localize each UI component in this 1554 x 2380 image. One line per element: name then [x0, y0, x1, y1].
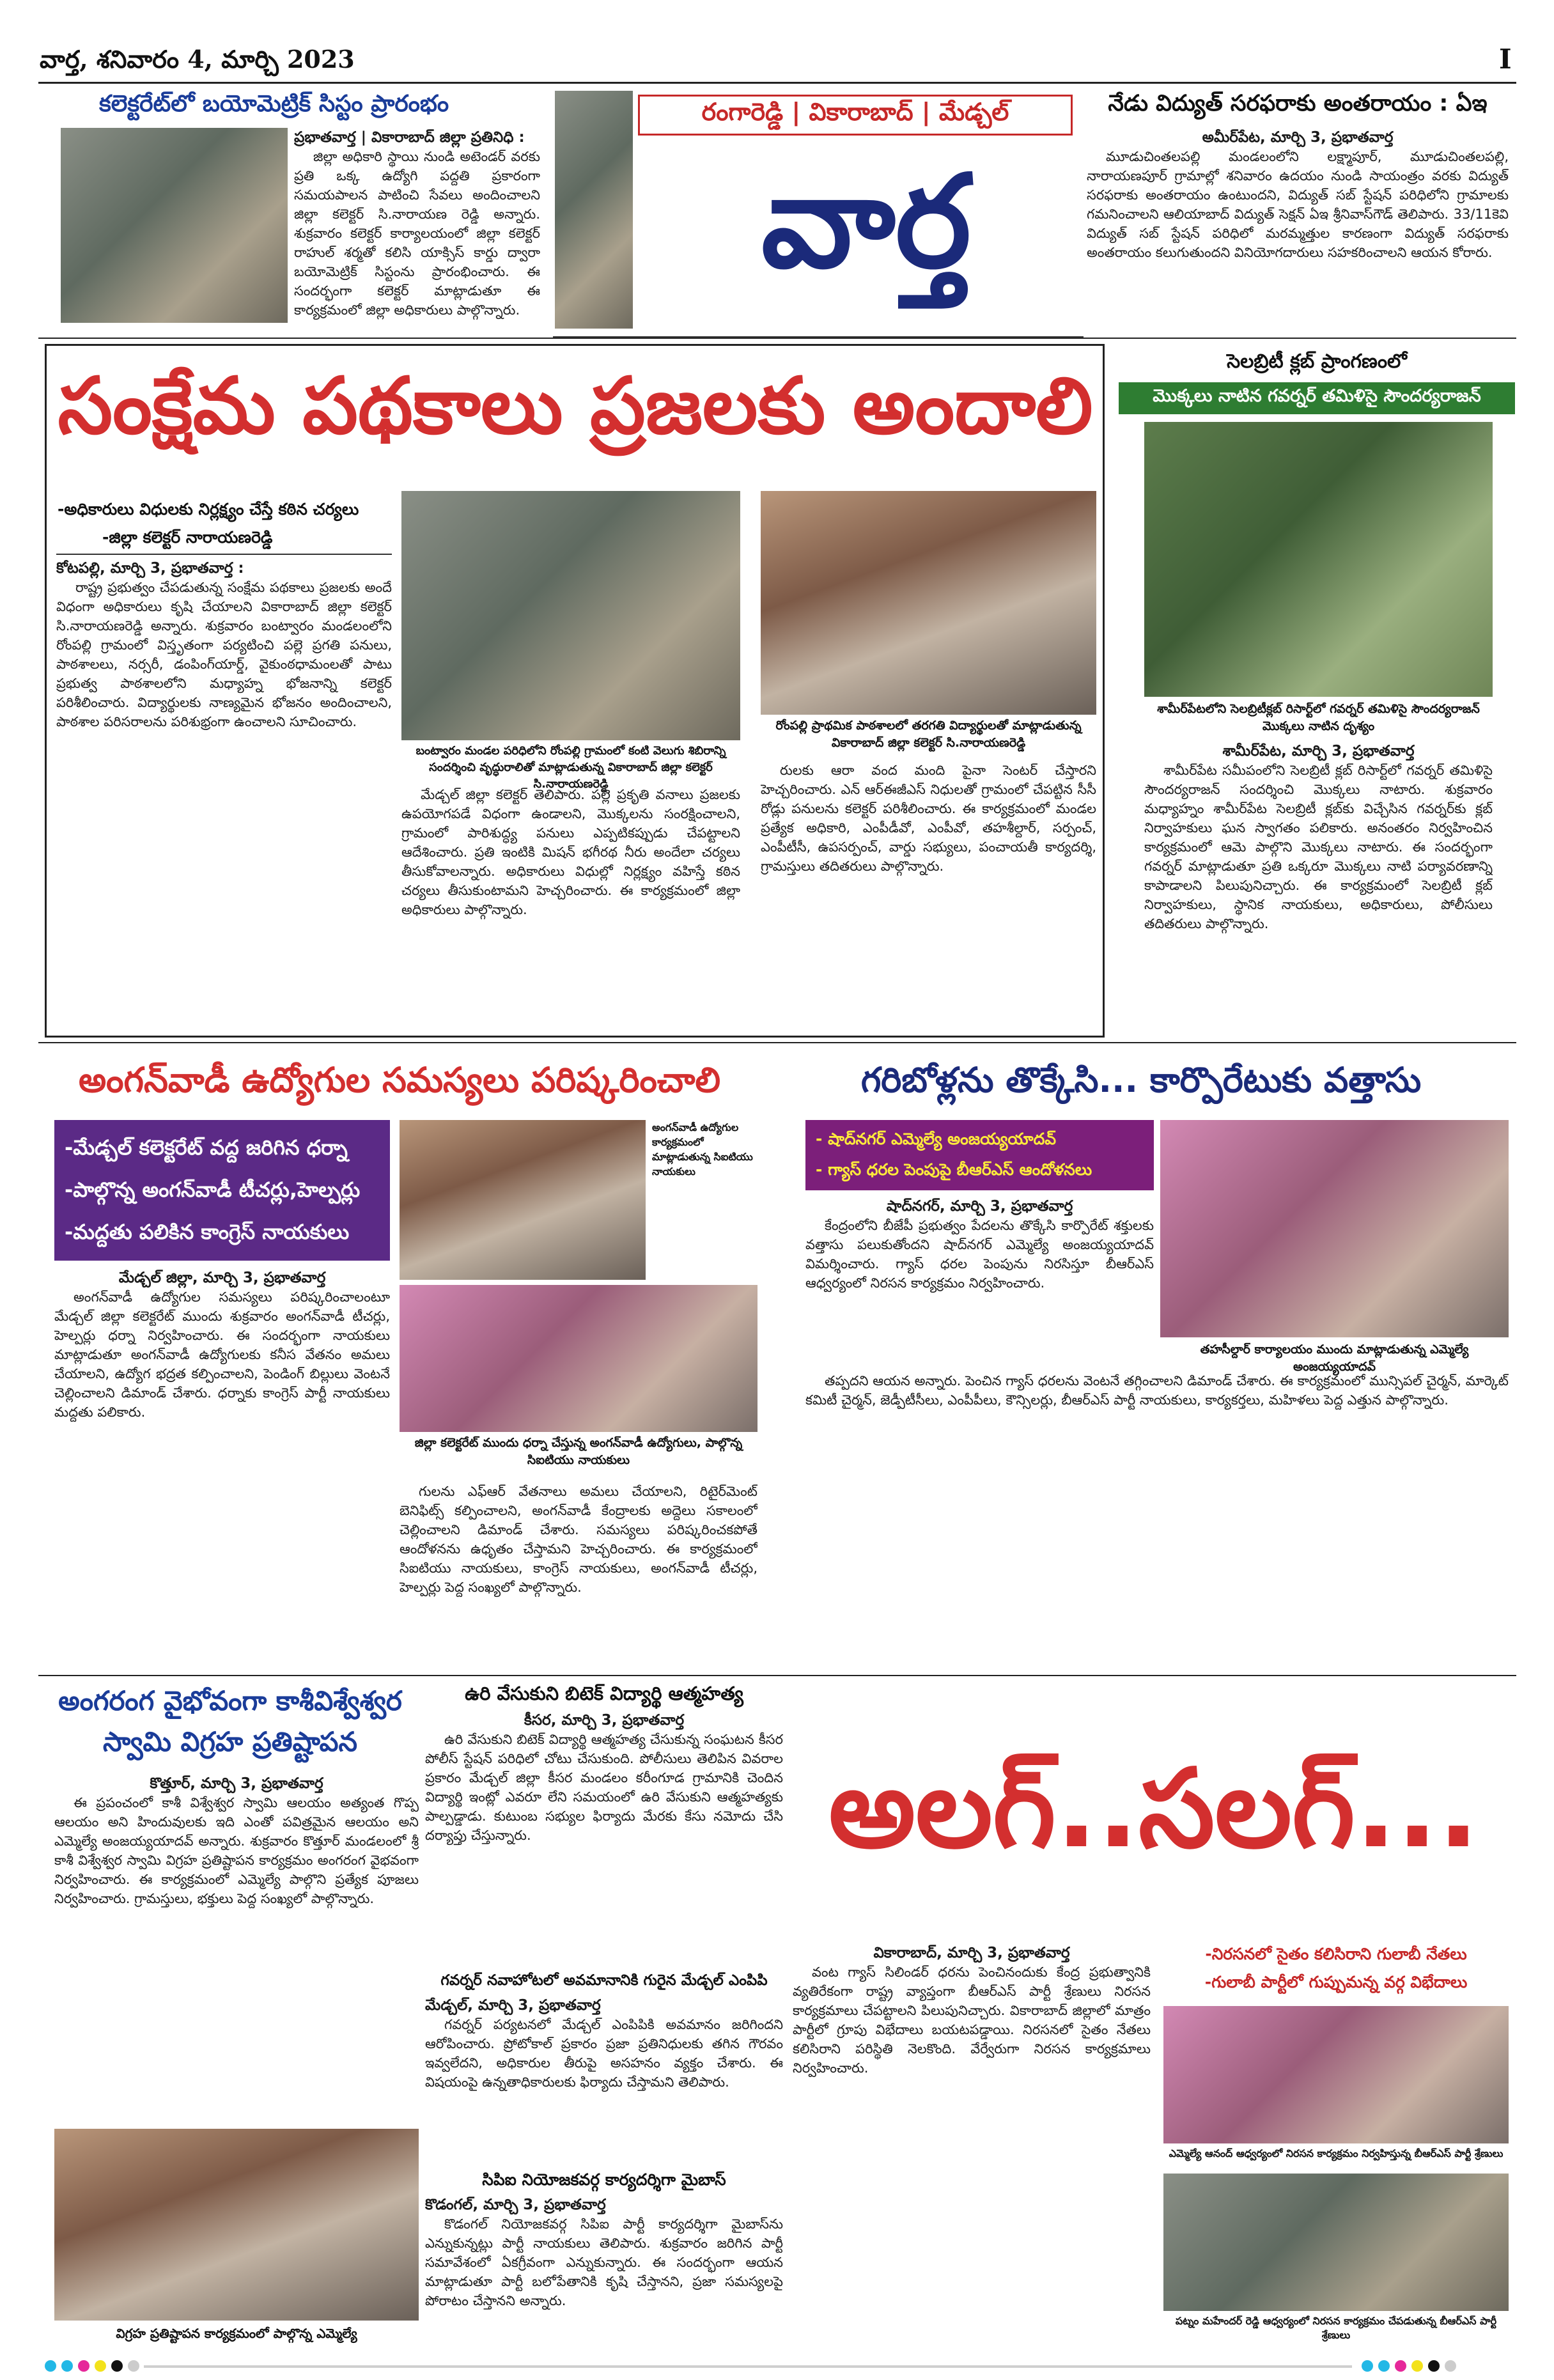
- welfare-text-3: రులకు ఆరా వంద మంది పైనా సెంటర్ చేస్తారని హెచ్చరించారు. ఎన్ ఆర్ఈజీఎస్ నిధులతో గ్రామంలో చేపట్టిన సీసీ రోడ్లు పనులను కలెక్టర్ పరిశీలించారు. ఈ కార్యక్రమంలో మండల ప్రత్యేక అధికారి, ఎంపీడీవో, ఎంపీవో, తహశీల్దార్, సర్పంచ్, ఎంపీటీసీ, ఉపసర్పంచ్, వార్డు సభ్యులు, పంచాయతీ కార్యదర్శి, గ్రామస్తులు తదితరులు పాల్గొన్నారు.: [761, 763, 1096, 874]
- paper-date: వార్త, శనివారం 4, మార్చి 2023: [40, 45, 355, 74]
- cpi-headline: సిపిఐ నియోజకవర్గ కార్యదర్శిగా మైబాస్: [482, 2170, 726, 2189]
- governor-kicker: సెలబ్రిటీ క్లబ్ ప్రాంగణంలో: [1227, 350, 1407, 373]
- masthead-rule: [38, 82, 1516, 84]
- welfare-subhead-rule: [56, 554, 392, 555]
- anganwadi-photo-caption-2: అంగన్‌వాడీ ఉద్యోగుల కార్యక్రమంలో మాట్లాడుతున్న సిఐటియు నాయకులు: [652, 1121, 753, 1178]
- biometric-text: జిల్లా అధికారి స్థాయి నుండి అటెండర్ వరకు ప్రతి ఒక్క ఉద్యోగి పద్దతి ప్రకారంగా సమయపాలన పాటించి సేవలు అందించాలని జిల్లా కలెక్టర్ సి.నారాయణ రెడ్డి అన్నారు. శుక్రవారం కలెక్టర్ కార్యాలయంలో జిల్లా కలెక్టర్ రాహుల్ శర్మతో కలిసి యాక్సిస్ కార్డు ద్వారా బయోమెట్రిక్ సిస్టంను ప్రారంభించారు. ఈ సందర్భంగా కలెక్టర్ మాట్లాడుతూ ఈ కార్యక్రమంలో జిల్లా అధికారులు పాల్గొన్నారు.: [294, 149, 540, 318]
- brand-logo: వార్త: [761, 146, 972, 297]
- governor-photo: [1144, 422, 1493, 697]
- gas-bullet-box: [805, 1120, 1154, 1190]
- anganwadi-body-1: [54, 1268, 390, 1668]
- gas-bullet-1: - షాద్‌నగర్ ఎమ్మెల్యే అంజయ్యయాదవ్: [816, 1130, 1057, 1148]
- registration-dot: [78, 2360, 89, 2372]
- welfare-subhead-1: -అధికారులు విధులకు నిర్లక్ష్యం చేస్తే కఠిన చర్యలు: [58, 500, 359, 518]
- registration-dot: [1428, 2360, 1440, 2372]
- governor-speech-body: [425, 1996, 783, 2162]
- biometric-photo: [61, 128, 288, 323]
- anganwadi-headline: అంగన్‌వాడీ ఉద్యోగుల సమస్యలు పరిష్కరించాలి: [78, 1060, 721, 1100]
- anganwadi-dateline: మేడ్చల్ జిల్లా, మార్చి 3, ప్రభాతవార్త: [118, 1270, 326, 1286]
- anganwadi-photo-1: [400, 1120, 646, 1280]
- anganwadi-photo-2: [400, 1285, 758, 1432]
- temple-text: ఈ ప్రపంచంలో కాశీ విశ్వేశ్వర స్వామి ఆలయం అత్యంత గొప్ప ఆలయం అని హిందువులకు ఇది ఎంతో పవిత్రమైన ఆలయం అని ఎమ్మెల్యే అంజయ్యయాదవ్ అన్నారు. శుక్రవారం కొత్తూర్ మండలంలో శ్రీ కాశీ విశ్వేశ్వర స్వామి విగ్రహ ప్రతిష్టాపన కార్యక్రమం అంగరంగ వైభవంగా నిర్వహించారు. ఈ కార్యక్రమంలో ఎమ్మెల్యే పాల్గొని ప్రత్యేక పూజలు నిర్వహించారు. గ్రామస్తులు, భక్తులు పెద్ద సంఖ్యలో పాల్గొన్నారు.: [54, 1795, 419, 1906]
- anganwadi-bullet-1: -మేడ్చల్ కలెక్టరేట్ వద్ద జరిగిన ధర్నా: [65, 1135, 348, 1160]
- gas-bullet-2: - గ్యాస్ ధరల పెంపుపై బీఆర్‌ఎస్ ఆందోళనలు: [816, 1160, 1092, 1179]
- power-cut-text: మూడుచింతలపల్లి మండలంలోని లక్ష్మాపూర్, మూడుచింతలపల్లి, నారాయణపూర్ గ్రామాల్లో శనివారం ఉదయం నుండి సాయంత్రం వరకు విద్యుత్ సరఫరాకు అంతరాయం ఉంటుందని, విద్యుత్ సబ్ స్టేషన్ పరిధిలోని గ్రామాలకు గమనించాలని ఆలియాబాద్ విద్యుత్ సెక్షన్ ఏఇ శ్రీనివాస్‌గౌడ్ తెలిపారు. 33/11కెవి విద్యుత్ సబ్ స్టేషన్ పరిధిలో మరమ్మత్తుల కారణంగా విద్యుత్ సరఫరాకు అంతరాయం కలుగుతుందని వినియోగదారులు సహకరించాలని ఆయన కోరారు.: [1087, 149, 1509, 260]
- governor-dateline: శామీర్‌పేట, మార్చి 3, ప్రభాతవార్త: [1222, 743, 1415, 759]
- registration-dot: [95, 2360, 106, 2372]
- temple-dateline: కొత్తూర్, మార్చి 3, ప్రభాతవార్త: [150, 1775, 323, 1792]
- alag-photo-caption-1: ఎమ్మెల్యే ఆనంద్ ఆధ్వర్యంలో నిరసన కార్యక్రమం నిర్వహిస్తున్న బీఆర్‌ఎస్ పార్టీ శ్రేణులు: [1169, 2147, 1503, 2159]
- alag-headline: అలగ్..సలగ్...: [828, 1746, 1479, 1872]
- gas-photo-caption: తహసీల్దార్ కార్యాలయం ముందు మాట్లాడుతున్న ఎమ్మెల్యే అంజయ్యయాదవ్: [1200, 1342, 1469, 1374]
- welfare-photo-caption-2: రోంపల్లి ప్రాథమిక పాఠశాలలో తరగతి విద్యార్థులతో మాట్లాడుతున్న వికారాబాద్ జిల్లా కలెక్టర్ సి.నారాయణరెడ్డి: [775, 719, 1082, 750]
- power-cut-headline: నేడు విద్యుత్ సరఫరాకు అంతరాయం : ఏఇ: [1108, 91, 1488, 116]
- anganwadi-bullet-2: -పాల్గొన్న అంగన్‌వాడీ టీచర్లు,హెల్పర్లు: [65, 1178, 361, 1202]
- registration-dot: [45, 2360, 56, 2372]
- alag-dateline: వికారాబాద్, మార్చి 3, ప్రభాతవార్త: [873, 1945, 1070, 1961]
- gas-dateline: షాద్‌నగర్, మార్చి 3, ప్రభాతవార్త: [886, 1198, 1073, 1215]
- welfare-subhead-2: -జిల్లా కలెక్టర్ నారాయణరెడ్డి: [102, 528, 273, 547]
- governor-speech-headline: గవర్నర్ నవాహోటలో అవమానానికి గురైన మేడ్చల్ ఎంపిపి: [440, 1972, 768, 1989]
- governor-headline: మొక్కలు నాటిన గవర్నర్ తమిళిసై సౌందర్యరాజన్: [1153, 386, 1481, 406]
- welfare-dateline: కోటపల్లి, మార్చి 3, ప్రభాతవార్త :: [56, 560, 244, 577]
- registration-dot: [128, 2360, 139, 2372]
- governor-body: [1144, 742, 1493, 1032]
- student-body: [425, 1711, 783, 1966]
- alag-photo-1: [1163, 2006, 1509, 2143]
- registration-dot: [1411, 2360, 1423, 2372]
- student-headline: ఉరి వేసుకుని బిటెక్ విద్యార్థి ఆత్మహత్య: [465, 1683, 743, 1704]
- cpi-text: కొడంగల్ నియోజకవర్గ సిపిఐ పార్టీ కార్యదర్శిగా మైబాస్‌ను ఎన్నుకున్నట్లు పార్టీ నాయకులు తెలిపారు. శుక్రవారం జరిగిన పార్టీ సమావేశంలో ఏకగ్రీవంగా ఎన్నుకున్నారు. ఈ సందర్భంగా ఆయన మాట్లాడుతూ పార్టీ బలోపేతానికి కృషి చేస్తానని, ప్రజా సమస్యలపై పోరాటం చేస్తానని అన్నారు.: [425, 2216, 783, 2308]
- anganwadi-bullet-box: [54, 1120, 390, 1261]
- gas-body-1: [805, 1197, 1154, 1366]
- alag-bullet-1: -నిరసనలో సైతం కలిసిరాని గులాబీ నేతలు: [1205, 1945, 1467, 1963]
- alag-photo-2: [1163, 2174, 1509, 2311]
- registration-dot: [1362, 2360, 1373, 2372]
- edition-label: రంగారెడ్డి | వికారాబాద్ | మేడ్చల్: [701, 98, 1009, 126]
- biometric-headline: కలెక్టరేట్‌లో బయోమెట్రిక్ సిస్టం ప్రారంభం: [99, 91, 449, 117]
- anganwadi-photo-caption-1: జిల్లా కలెక్టరేట్ ముందు ధర్నా చేస్తున్న అంగన్‌వాడీ ఉద్యోగులు, పాల్గొన్న సిఐటియు నాయకులు: [414, 1436, 743, 1467]
- temple-banner-photo: [555, 91, 633, 329]
- power-cut-body: [1087, 128, 1509, 332]
- footer-rule: [144, 2365, 1352, 2368]
- page-number: I: [1499, 43, 1512, 75]
- welfare-body-2: [401, 785, 740, 1031]
- welfare-photo-1: [401, 491, 740, 740]
- power-cut-dateline: అమీర్‌పేట, మార్చి 3, ప్రభాతవార్త: [1202, 129, 1394, 146]
- alag-body: [793, 1943, 1151, 2333]
- governor-speech-text: గవర్నర్ పర్యటనలో మేడ్చల్ ఎంపిపికి అవమానం జరిగిందని ఆరోపించారు. ప్రోటోకాల్ ప్రకారం ప్రజా ప్రతినిధులకు తగిన గౌరవం ఇవ్వలేదని, అధికారుల తీరుపై అసహనం వ్యక్తం చేశారు. ఈ విషయంపై ఉన్నతాధికారులకు ఫిర్యాదు చేస్తామని తెలిపారు.: [425, 2017, 783, 2090]
- temple-photo-caption: విగ్రహ ప్రతిష్టాపన కార్యక్రమంలో పాల్గొన్న ఎమ్మెల్యే: [116, 2326, 357, 2341]
- anganwadi-bullet-3: -మద్దతు పలికిన కాంగ్రెస్ నాయకులు: [65, 1220, 350, 1244]
- alag-bullet-2: -గులాబీ పార్టీలో గుప్పుమన్న వర్గ విభేదాలు: [1204, 1973, 1468, 1991]
- lower-section-rule: [38, 1675, 1516, 1676]
- alag-photo-caption-2: పట్నం మహేందర్ రెడ్డి ఆధ్వర్యంలో నిరసన కార్యక్రమం చేపడుతున్న బీఆర్‌ఎస్ పార్టీ శ్రేణులు: [1175, 2315, 1497, 2341]
- registration-dot: [61, 2360, 73, 2372]
- registration-dot: [1378, 2360, 1390, 2372]
- welfare-photo-caption-1: బంట్వారం మండల పరిధిలోని రోంపల్లి గ్రామంలో కంటి వెలుగు శిబిరాన్ని సందర్శించి వృద్ధురాలితో మాట్లాడుతున్న వికారాబాద్ జిల్లా కలెక్టర్ సి.నారాయణరెడ్డి: [416, 744, 726, 791]
- top-section-rule: [38, 338, 1516, 339]
- registration-dot: [1445, 2360, 1456, 2372]
- anganwadi-body-2: [400, 1482, 758, 1667]
- cpi-dateline: కొడంగల్, మార్చి 3, ప్రభాతవార్త: [425, 2197, 606, 2213]
- cpi-body: [425, 2195, 783, 2336]
- welfare-headline: సంక్షేమ పథకాలు ప్రజలకు అందాలి: [58, 361, 1093, 451]
- biometric-body: [294, 128, 540, 332]
- student-dateline: కీసర, మార్చి 3, ప్రభాతవార్త: [524, 1712, 685, 1729]
- welfare-body-3: [761, 761, 1096, 1031]
- registration-marks-right: [1362, 2360, 1456, 2372]
- welfare-photo-2: [761, 491, 1096, 715]
- registration-marks-left: [45, 2360, 139, 2372]
- temple-photo: [54, 2129, 419, 2321]
- gas-body-2: [805, 1371, 1509, 1668]
- temple-headline-2: స్వామి విగ్రహ ప్రతిష్టాపన: [102, 1726, 357, 1757]
- anganwadi-text-1: అంగన్‌వాడీ ఉద్యోగుల సమస్యలు పరిష్కరించాలంటూ మేడ్చల్ జిల్లా కలెక్టరేట్ ముందు శుక్రవారం అంగన్‌వాడీ టీచర్లు, హెల్పర్లు ధర్నా నిర్వహించారు. ఈ సందర్భంగా నాయకులు మాట్లాడుతూ అంగన్‌వాడీ ఉద్యోగులకు కనీస వేతనం అమలు చేయాలని, ఉద్యోగ భద్రత కల్పించాలని, పెండింగ్ బిల్లులు వెంటనే చెల్లించాలని డిమాండ్ చేశారు. ధర్నాకు కాంగ్రెస్ పార్టీ నాయకులు మద్దతు పలికారు.: [54, 1289, 390, 1420]
- welfare-text-1: రాష్ట్ర ప్రభుత్వం చేపడుతున్న సంక్షేమ పథకాలు ప్రజలకు అందే విధంగా అధికారులు కృషి చేయాలని వికారాబాద్ జిల్లా కలెక్టర్ సి.నారాయణరెడ్డి అన్నారు. శుక్రవారం బంట్వారం మండలంలోని రోంపల్లి గ్రామంలో విస్తృతంగా పర్యటించి పల్లె ప్రగతి పనులు, పాఠశాలలు, నర్సరీ, డంపింగ్‌యార్డ్, వైకుంఠధామంలతో పాటు ప్రభుత్వ పాఠశాలలోని మధ్యాహ్న భోజనాన్ని కలెక్టర్ పరిశీలించారు. విద్యార్థులకు నాణ్యమైన భోజనం అందించాలని, పాఠశాల పరిసరాలను పరిశుభ్రంగా ఉంచాలని సూచించారు.: [56, 580, 392, 729]
- alag-text: వంట గ్యాస్ సిలిండర్ ధరను పెంచినందుకు కేంద్ర ప్రభుత్వానికి వ్యతిరేకంగా రాష్ట్ర వ్యాప్తంగా బీఆర్‌ఎస్ పార్టీ శ్రేణులు నిరసన కార్యక్రమాలు చేపట్టాలని పిలుపునిచ్చారు. వికారాబాద్ జిల్లాలో మాత్రం పార్టీలో గ్రూపు విభేదాలు బయటపడ్డాయి. నిరసనలో సైతం నేతలు కలిసిరాని పరిస్థితి నెలకొంది. వేర్వేరుగా నిరసన కార్యక్రమాలు నిర్వహించారు.: [793, 1964, 1151, 2076]
- student-text: ఉరి వేసుకుని బిటెక్ విద్యార్థి ఆత్మహత్య చేసుకున్న సంఘటన కీసర పోలీస్ స్టేషన్ పరిధిలో చోటు చేసుకుంది. పోలీసులు తెలిపిన వివరాల ప్రకారం మేడ్చల్ జిల్లా కీసర మండలం కరీంగూడ గ్రామానికి చెందిన విద్యార్థి ఇంట్లో ఎవరూ లేని సమయంలో ఉరి వేసుకుని ఆత్మహత్యకు పాల్పడ్డాడు. కుటుంబ సభ్యుల ఫిర్యాదు మేరకు కేసు నమోదు చేసి దర్యాప్తు చేస్తున్నారు.: [425, 1732, 783, 1843]
- edition-bar: [638, 95, 1073, 136]
- governor-text: శామీర్‌పేట సమీపంలోని సెలబ్రిటీ క్లబ్ రిసార్ట్‌లో గవర్నర్ తమిళిసై సౌందర్యరాజన్ సందర్శించి మొక్కలు నాటారు. శుక్రవారం మధ్యాహ్నం శామీర్‌పేట సెలబ్రిటీ క్లబ్‌కు విచ్చేసిన గవర్నర్‌కు క్లబ్ నిర్వాహకులు ఘన స్వాగతం పలికారు. అనంతరం నిర్వహించిన కార్యక్రమంలో ఆమె పాల్గొని మొక్కలు నాటారు. ఈ సందర్భంగా గవర్నర్ మాట్లాడుతూ ప్రతి ఒక్కరూ మొక్కలు నాటి పర్యావరణాన్ని కాపాడాలని పిలుపునిచ్చారు. ఈ కార్యక్రమంలో సెలబ్రిటీ క్లబ్ నిర్వాహకులు, స్థానిక నాయకులు, అధికారులు, పోలీసులు తదితరులు పాల్గొన్నారు.: [1144, 763, 1493, 931]
- gas-text-2: తప్పదని ఆయన అన్నారు. పెంచిన గ్యాస్ ధరలను వెంటనే తగ్గించాలని డిమాండ్ చేశారు. ఈ కార్యక్రమంలో మున్సిపల్ చైర్మన్, మార్కెట్ కమిటీ చైర్మన్, జెడ్పీటీసీలు, ఎంపీపీలు, కౌన్సిలర్లు, బీఆర్‌ఎస్ పార్టీ నాయకులు, కార్యకర్తలు, మహిళలు పెద్ద ఎత్తున పాల్గొన్నారు.: [805, 1373, 1509, 1408]
- gas-photo: [1160, 1120, 1509, 1337]
- welfare-body-1: [56, 559, 392, 1032]
- registration-dot: [111, 2360, 123, 2372]
- temple-body: [54, 1774, 419, 2122]
- mid-section-rule: [38, 1042, 1516, 1043]
- gas-text-1: కేంద్రంలోని బీజేపీ ప్రభుత్వం పేదలను తొక్కేసి కార్పొరేట్ శక్తులకు వత్తాసు పలుకుతోందని షాద్‌నగర్ ఎమ్మెల్యే అంజయ్యయాదవ్ విమర్శించారు. గ్యాస్ ధరల పెంపును నిరసిస్తూ బీఆర్‌ఎస్ ఆధ్వర్యంలో నిరసన కార్యక్రమం నిర్వహించారు.: [805, 1218, 1154, 1291]
- welfare-text-2: మేడ్చల్ జిల్లా కలెక్టర్ తెలిపారు. పల్లె ప్రకృతి వనాలు ప్రజలకు ఉపయోగపడే విధంగా ఉండాలని, మొక్కలను సంరక్షించాలని, గ్రామంలో పారిశుద్ధ్య పనులు ఎప్పటికప్పుడు చేపట్టాలని ఆదేశించారు. ప్రతి ఇంటికి మిషన్ భగీరథ నీరు అందేలా చర్యలు తీసుకోవాలన్నారు. అధికారులు విధుల్లో నిర్లక్ష్యం వహిస్తే కఠిన చర్యలు తీసుకుంటామని హెచ్చరించారు. ఈ కార్యక్రమంలో జిల్లా అధికారులు పాల్గొన్నారు.: [401, 787, 740, 917]
- governor-photo-caption: శామీర్‌పేటలోని సెలబ్రిటీక్లబ్ రిసార్ట్‌లో గవర్నర్ తమిళిసై సౌందర్యరాజన్ మొక్కలు నాటిన దృశ్యం: [1157, 702, 1480, 733]
- biometric-dateline: ప్రభాతవార్త | వికారాబాద్ జిల్లా ప్రతినిధి :: [294, 129, 525, 146]
- temple-headline-1: అంగరంగ వైభోవంగా కాశీవిశ్వేశ్వర: [58, 1685, 402, 1716]
- governor-speech-dateline: మేడ్చల్, మార్చి 3, ప్రభాతవార్త: [425, 1997, 601, 2014]
- gas-headline: గరిబోళ్లను తొక్కేసి... కార్పొరేటుకు వత్తాసు: [860, 1060, 1422, 1100]
- registration-dot: [1395, 2360, 1406, 2372]
- anganwadi-text-2: గులను ఎఫ్‌ఆర్ వేతనాలు అమలు చేయాలని, రిటైర్‌మెంట్ బెనిఫిట్స్ కల్పించాలని, అంగన్‌వాడీ కేంద్రాలకు అద్దెలు సకాలంలో చెల్లించాలని డిమాండ్ చేశారు. సమస్యలు పరిష్కరించకపోతే ఆందోళనను ఉధృతం చేస్తామని హెచ్చరించారు. ఈ కార్యక్రమంలో సిఐటియు నాయకులు, కాంగ్రెస్ నాయకులు, అంగన్‌వాడీ టీచర్లు, హెల్పర్లు పెద్ద సంఖ్యలో పాల్గొన్నారు.: [400, 1484, 758, 1595]
